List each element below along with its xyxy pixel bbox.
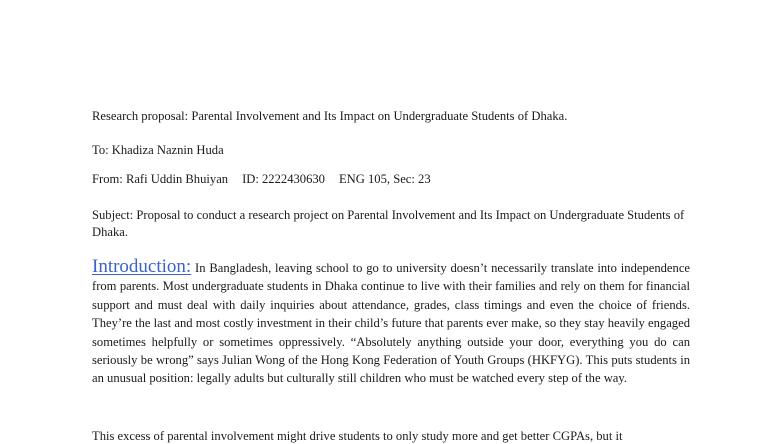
introduction-heading: Introduction: (92, 256, 192, 277)
from-line (92, 172, 431, 187)
introduction-paragraph (92, 258, 690, 388)
student-id: ID: 2222430630 (242, 172, 325, 186)
from-name: From: Rafi Uddin Bhuiyan (92, 172, 229, 186)
to-line: To: Khadiza Naznin Huda (92, 143, 224, 157)
next-paragraph: This excess of parental involvement might drive students to only study more and get better CGPAs, but it (92, 429, 623, 443)
research-title: Research proposal: Parental Involvement and Its Impact on Undergraduate Students of Dhaka. (92, 109, 568, 123)
introduction-body: In Bangladesh, leaving school to go to university doesn’t necessarily translate into independence from parents. Most undergraduate students in Dhaka continue to live with their families and rely on them for financial support and must deal with daily inquiries about attendance, grades, class timings and even the choice of friends. They’re the last and most costly investment in their child’s future that parents ever make, so they stay heavily engaged sometimes helpfully or sometimes oppressively. “Absolutely anything outside your door, everything you do can seriously be wrong” says Julian Wong of the Hong Kong Federation of Youth Groups (HKFYG). This puts students in an unusual position: legally adults but culturally still children who must be watched every step of the way. (92, 261, 691, 386)
subject-line: Subject: Proposal to conduct a research project on Parental Involvement and Its Impact on Undergraduate Students of Dhaka. (92, 208, 685, 239)
course-section: ENG 105, Sec: 23 (338, 172, 431, 186)
